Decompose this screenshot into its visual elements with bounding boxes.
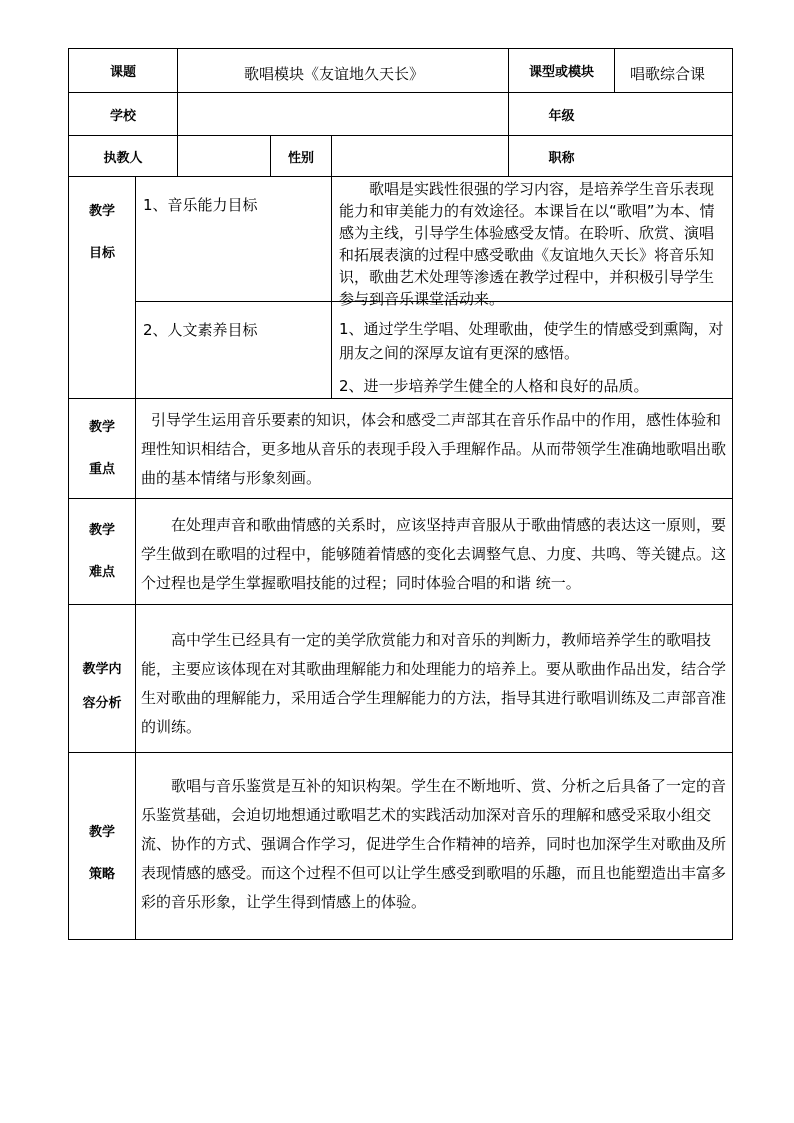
difficulties-text: 在处理声音和歌曲情感的关系时，应该坚持声音服从于歌曲情感的表达这一原则，要学生做到在歌唱的过程中，能够随着情感的变化去调整气息、力度、共鸣、等关键点。这个过程也是学生掌握歌唱技能的过程；同时体验合唱的和谐 统一。 xyxy=(141,516,727,592)
strategy-label-line1: 教学 xyxy=(88,825,115,840)
goals-label-line1: 教学 xyxy=(88,204,115,219)
goals-label-line2: 目标 xyxy=(88,246,115,261)
key-points-label-line1: 教学 xyxy=(88,420,115,435)
key-points-text: 引导学生运用音乐要素的知识，体会和感受二声部其在音乐作品中的作用，感性体验和理性知识相结合，更多地从音乐的表现手段入手理解作品。从而带领学生准确地歌唱出歌曲的基本情绪与形象刻画。 xyxy=(141,411,727,487)
goal1-title: 1、音乐能力目标 xyxy=(143,196,258,214)
content-analysis-label-line2: 容分析 xyxy=(82,696,122,711)
title-label: 职称 xyxy=(548,150,575,166)
goal2-item2: 2、进一步培养学生健全的人格和良好的品质。 xyxy=(339,377,649,395)
key-points-label xyxy=(69,407,135,491)
goal2-title: 2、人文素养目标 xyxy=(143,321,258,339)
table-row-divider xyxy=(68,498,733,499)
difficulties-label-line1: 教学 xyxy=(88,523,115,538)
gender-label: 性别 xyxy=(287,150,314,166)
topic-label: 课题 xyxy=(109,65,136,80)
table-border-bottom xyxy=(68,939,733,940)
grade-label: 年级 xyxy=(548,108,575,124)
content-analysis-text: 高中学生已经具有一定的美学欣赏能力和对音乐的判断力，教师培养学生的歌唱技能，主要应该体现在对其歌曲理解能力和处理能力的培养上。要从歌曲作品出发，结合学生对歌曲的理解能力，采用适合学生理解能力的方法，指导其进行歌唱训练及二声部音准的训练。 xyxy=(141,631,727,736)
strategy-label xyxy=(69,812,135,896)
table-row-divider xyxy=(68,752,733,753)
content-analysis-label-line1: 教学内 xyxy=(82,662,122,677)
table-row-divider xyxy=(68,176,733,177)
school-label: 学校 xyxy=(109,108,136,124)
difficulties-label-line2: 难点 xyxy=(88,565,115,580)
lesson-type-value: 唱歌综合课 xyxy=(630,65,706,83)
table-border-left xyxy=(68,48,69,940)
table-col-divider xyxy=(177,48,178,177)
content-analysis-label xyxy=(69,653,135,721)
table-border-right xyxy=(732,48,733,940)
key-points-label-line2: 重点 xyxy=(88,462,115,477)
goals-label xyxy=(69,191,135,275)
difficulties-label xyxy=(69,510,135,594)
table-col-divider xyxy=(331,135,332,399)
teacher-label: 执教人 xyxy=(103,150,143,166)
table-row-divider xyxy=(68,604,733,605)
table-row-divider xyxy=(68,398,733,399)
goal2-item1: 1、通过学生学唱、处理歌曲，使学生的情感受到熏陶，对朋友之间的深厚友谊有更深的感悟。 xyxy=(339,320,724,362)
lesson-type-label: 课型或模块 xyxy=(528,65,594,80)
strategy-text: 歌唱与音乐鉴赏是互补的知识构架。学生在不断地听、赏、分析之后具备了一定的音乐鉴赏基础，会迫切地想通过歌唱艺术的实践活动加深对音乐的理解和感受采取小组交流、协作的方式、强调合作学习，促进学生合作精神的培养，同时也加深学生对歌曲及所表现情感的感受。而这个过程不但可以让学生感受到歌唱的乐趣，而且也能塑造出丰富多彩的音乐形象，让学生得到情感上的体验。 xyxy=(141,777,727,911)
topic-value: 歌唱模块《友谊地久天长》 xyxy=(244,65,425,83)
table-col-divider xyxy=(135,176,136,940)
table-col-divider xyxy=(614,48,615,92)
strategy-label-line2: 策略 xyxy=(88,867,115,882)
goal1-text: 歌唱是实践性很强的学习内容，是培养学生音乐表现能力和审美能力的有效途径。本课旨在以“歌唱”为本、情感为主线，引导学生体验感受友情。在聆听、欣赏、演唱和拓展表演的过程中感受歌曲《友谊地久天长》将音乐知识，歌曲艺术处理等渗透在教学过程中，并积极引导学生参与到音乐课堂活动来。 xyxy=(339,180,715,308)
